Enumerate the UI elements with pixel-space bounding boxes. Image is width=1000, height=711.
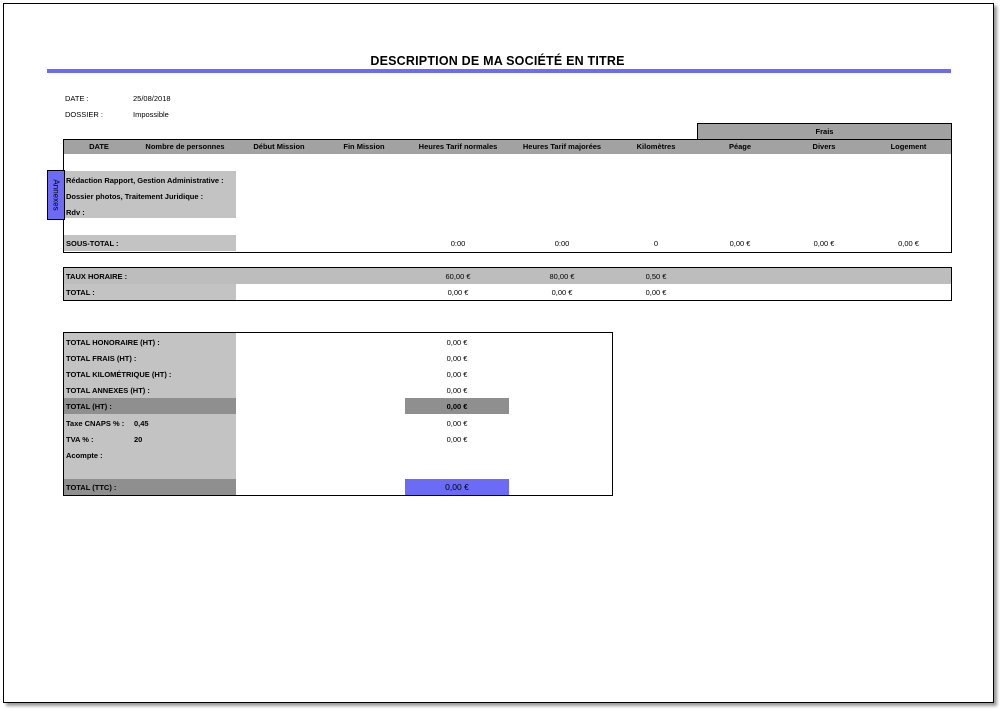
- total-frais-value: 0,00 €: [446, 354, 468, 363]
- col-heures-majorees: Heures Tarif majorées: [522, 142, 602, 151]
- frais-header-label: Frais: [815, 127, 834, 136]
- total-honoraire-label: TOTAL HONORAIRE (HT) :: [66, 338, 160, 347]
- acompte-label: Acompte :: [66, 451, 103, 460]
- total-ttc-value: 0,00 €: [445, 482, 469, 492]
- page-title: DESCRIPTION DE MA SOCIÉTÉ EN TITRE: [370, 54, 625, 68]
- total-kilometrique-value: 0,00 €: [446, 370, 468, 379]
- sous-total-peage: 0,00 €: [729, 239, 751, 248]
- frais-header: [697, 123, 952, 139]
- annexes-label-block: [64, 171, 236, 218]
- col-logement: Logement: [890, 142, 927, 151]
- col-kilometres: Kilomètres: [636, 142, 676, 151]
- taux-table: [63, 267, 952, 301]
- sous-total-label-cell: [64, 235, 236, 251]
- annexes-tab[interactable]: [47, 170, 65, 220]
- total-label: TOTAL :: [66, 288, 95, 297]
- col-peage: Péage: [728, 142, 752, 151]
- total-label-cell: [64, 284, 236, 300]
- sous-total-divers: 0,00 €: [813, 239, 835, 248]
- column-header-row: [64, 140, 951, 154]
- title-underline: [47, 69, 951, 73]
- taux-normales: 60,00 €: [445, 272, 471, 281]
- date-value[interactable]: 25/08/2018: [133, 94, 171, 103]
- annexe-row-label: Dossier photos, Traitement Juridique :: [66, 192, 204, 201]
- col-fin-mission: Fin Mission: [343, 142, 385, 151]
- taux-kilometres: 0,50 €: [645, 272, 667, 281]
- total-annexes-value: 0,00 €: [446, 386, 468, 395]
- total-ht-label-cell: [64, 398, 236, 414]
- dossier-label: DOSSIER :: [65, 110, 103, 119]
- annexe-row-label: Rédaction Rapport, Gestion Administrative :: [66, 176, 224, 185]
- tva-label: TVA % :: [66, 435, 94, 444]
- col-divers: Divers: [812, 142, 836, 151]
- total-majorees: 0,00 €: [551, 288, 573, 297]
- sous-total-label: SOUS-TOTAL :: [66, 239, 119, 248]
- total-ttc-label: TOTAL (TTC) :: [66, 483, 117, 492]
- total-normales: 0,00 €: [447, 288, 469, 297]
- col-heures-normales: Heures Tarif normales: [418, 142, 498, 151]
- col-debut-mission: Début Mission: [253, 142, 305, 151]
- total-kilometrique-label: TOTAL KILOMÉTRIQUE (HT) :: [66, 370, 172, 379]
- sous-total-heures-normales: 0:00: [450, 239, 466, 248]
- total-frais-label: TOTAL FRAIS (HT) :: [66, 354, 137, 363]
- total-ttc-label-cell: [64, 479, 236, 495]
- dossier-value[interactable]: Impossible: [133, 110, 169, 119]
- annexes-tab-label: Annexes: [51, 179, 61, 211]
- total-ht-value: 0,00 €: [446, 402, 468, 411]
- summary-table: [63, 332, 613, 496]
- taux-label: TAUX HORAIRE :: [66, 272, 128, 281]
- cnaps-value: 0,00 €: [446, 419, 468, 428]
- sous-total-logement: 0,00 €: [898, 239, 919, 248]
- sous-total-heures-majorees: 0:00: [554, 239, 570, 248]
- total-honoraire-value: 0,00 €: [446, 338, 468, 347]
- total-ttc-value-cell: [405, 479, 509, 495]
- cnaps-rate[interactable]: 0,45: [134, 419, 149, 428]
- col-date: DATE: [89, 142, 109, 151]
- annexe-row-label: Rdv :: [66, 208, 85, 217]
- total-annexes-label: TOTAL ANNEXES (HT) :: [66, 386, 150, 395]
- taux-row: [64, 268, 951, 284]
- main-table: [63, 139, 952, 253]
- col-nombre-personnes: Nombre de personnes: [145, 142, 225, 151]
- total-ht-value-cell: [405, 398, 509, 414]
- total-ht-label: TOTAL (HT) :: [66, 402, 112, 411]
- sous-total-kilometres: 0: [653, 239, 659, 248]
- date-label: DATE :: [65, 94, 89, 103]
- cnaps-label: Taxe CNAPS % :: [66, 419, 125, 428]
- total-kilometres: 0,00 €: [645, 288, 667, 297]
- tva-rate[interactable]: 20: [134, 435, 143, 444]
- taux-majorees: 80,00 €: [549, 272, 575, 281]
- tva-value: 0,00 €: [446, 435, 468, 444]
